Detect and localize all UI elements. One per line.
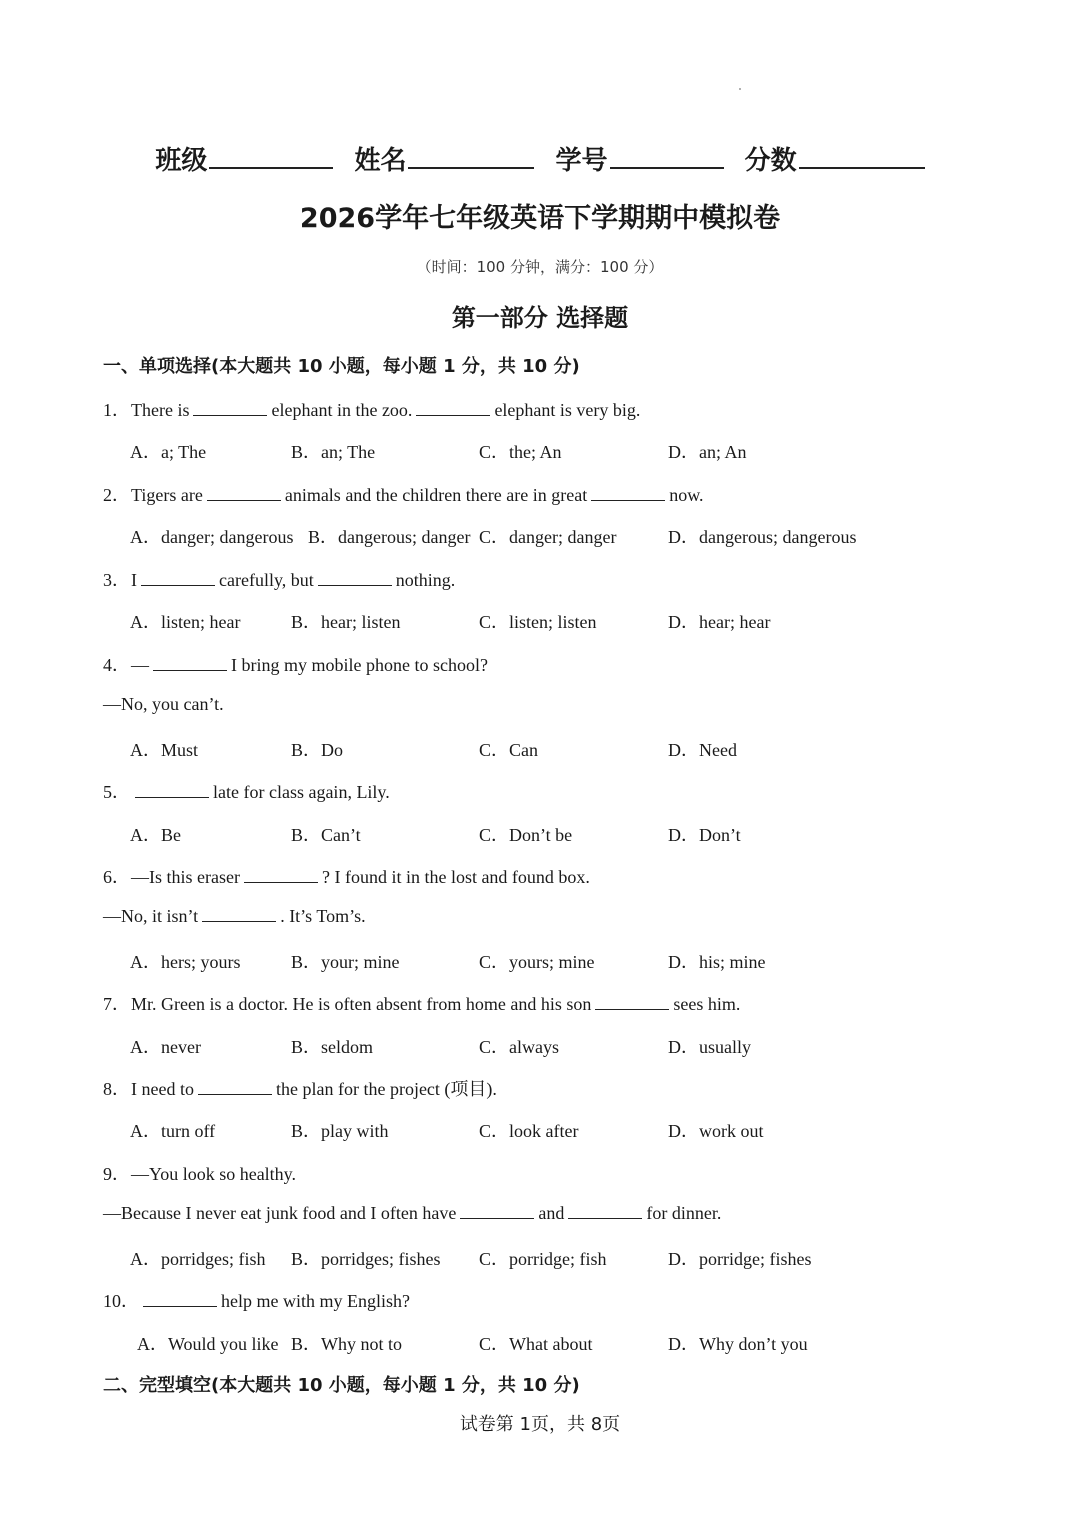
question-6-options bbox=[0, 948, 1080, 972]
option-c[interactable]: C．look after bbox=[479, 1121, 579, 1141]
option-c[interactable]: C．yours; mine bbox=[479, 952, 595, 972]
option-a[interactable]: A．turn off bbox=[130, 1121, 216, 1141]
option-d[interactable]: D．dangerous; dangerous bbox=[668, 527, 857, 547]
page-footer: 试卷第 1页，共 8页 bbox=[459, 1414, 621, 1435]
option-a[interactable]: A．Be bbox=[130, 825, 181, 845]
answer-blank bbox=[591, 484, 665, 501]
option-c[interactable]: C．danger; danger bbox=[479, 527, 617, 547]
option-b[interactable]: B．Why not to bbox=[291, 1334, 402, 1354]
option-a[interactable]: A．Must bbox=[130, 740, 199, 760]
option-a[interactable]: A．porridges; fish bbox=[130, 1249, 266, 1269]
question-8-options bbox=[0, 1117, 1080, 1141]
part-title: 第一部分 选择题 bbox=[451, 304, 629, 332]
score-blank[interactable] bbox=[799, 141, 925, 169]
option-a[interactable]: A．hers; yours bbox=[130, 952, 241, 972]
option-b[interactable]: B．seldom bbox=[291, 1037, 374, 1057]
answer-blank bbox=[202, 905, 276, 922]
answer-blank bbox=[207, 484, 281, 501]
answer-blank bbox=[153, 654, 227, 671]
question-5-options bbox=[0, 821, 1080, 845]
option-a[interactable]: A．never bbox=[130, 1037, 201, 1057]
question-9: 9．—You look so healthy. bbox=[103, 1164, 297, 1184]
answer-blank bbox=[416, 399, 490, 416]
question-3: 3．I carefully, but nothing. bbox=[103, 570, 456, 590]
class-field[interactable]: 班级 bbox=[155, 140, 333, 177]
option-b[interactable]: B．your; mine bbox=[291, 952, 400, 972]
name-field[interactable]: 姓名 bbox=[354, 140, 534, 177]
option-d[interactable]: D．work out bbox=[668, 1121, 764, 1141]
question-4-options bbox=[0, 736, 1080, 760]
section-2-heading: 二、完型填空(本大题共 10 小题，每小题 1 分，共 10 分) bbox=[103, 1375, 580, 1396]
option-c[interactable]: C．Can bbox=[479, 740, 539, 760]
question-10-options bbox=[0, 1330, 1080, 1354]
question-3-options bbox=[0, 608, 1080, 632]
question-4: 4．— I bring my mobile phone to school? bbox=[103, 655, 488, 675]
option-a[interactable]: A．danger; dangerous bbox=[130, 527, 294, 547]
option-d[interactable]: D．Need bbox=[668, 740, 737, 760]
question-6: 6．—Is this eraser ? I found it in the lost and found box. bbox=[103, 867, 590, 887]
option-d[interactable]: D．usually bbox=[668, 1037, 751, 1057]
answer-blank bbox=[193, 399, 267, 416]
option-c[interactable]: C．the; An bbox=[479, 442, 562, 462]
exam-subtitle: （时间：100 分钟，满分：100 分） bbox=[416, 258, 664, 276]
answer-blank bbox=[141, 569, 215, 586]
question-7: 7．Mr. Green is a doctor. He is often absent from home and his son sees him. bbox=[103, 994, 741, 1014]
option-b[interactable]: B．hear; listen bbox=[291, 612, 401, 632]
question-2: 2．Tigers are animals and the children there are in great now. bbox=[103, 485, 704, 505]
option-a[interactable]: A．listen; hear bbox=[130, 612, 241, 632]
answer-blank bbox=[460, 1202, 534, 1219]
option-c[interactable]: C．porridge; fish bbox=[479, 1249, 607, 1269]
question-8: 8．I need to the plan for the project (项目). bbox=[103, 1079, 497, 1099]
section-1-heading: 一、单项选择(本大题共 10 小题，每小题 1 分，共 10 分) bbox=[103, 356, 580, 377]
option-d[interactable]: D．hear; hear bbox=[668, 612, 771, 632]
option-d[interactable]: D．Why don’t you bbox=[668, 1334, 808, 1354]
option-d[interactable]: D．an; An bbox=[668, 442, 747, 462]
answer-blank bbox=[568, 1202, 642, 1219]
answer-blank bbox=[318, 569, 392, 586]
option-d[interactable]: D．porridge; fishes bbox=[668, 1249, 812, 1269]
option-b[interactable]: B．dangerous; danger bbox=[308, 527, 471, 547]
option-c[interactable]: C．Don’t be bbox=[479, 825, 573, 845]
question-2-options bbox=[0, 523, 1080, 547]
answer-blank bbox=[198, 1078, 272, 1095]
option-c[interactable]: C．always bbox=[479, 1037, 559, 1057]
question-10: 10． help me with my English? bbox=[103, 1291, 410, 1311]
option-d[interactable]: D．his; mine bbox=[668, 952, 766, 972]
option-b[interactable]: B．porridges; fishes bbox=[291, 1249, 441, 1269]
name-blank[interactable] bbox=[408, 141, 534, 169]
score-field[interactable]: 分数 bbox=[745, 140, 925, 177]
question-6-reply: —No, it isn’t . It’s Tom’s. bbox=[103, 906, 366, 926]
question-1: 1．There is elephant in the zoo. elephant is very big. bbox=[103, 400, 641, 420]
exam-title: 2026学年七年级英语下学期期中模拟卷 bbox=[299, 203, 781, 234]
option-d[interactable]: D．Don’t bbox=[668, 825, 741, 845]
question-5: 5． late for class again, Lily. bbox=[103, 782, 390, 802]
option-a[interactable]: A．a; The bbox=[130, 442, 207, 462]
answer-blank bbox=[595, 993, 669, 1010]
answer-blank bbox=[244, 866, 318, 883]
option-c[interactable]: C．listen; listen bbox=[479, 612, 597, 632]
student-id-blank[interactable] bbox=[610, 141, 724, 169]
student-id-field[interactable]: 学号 bbox=[556, 140, 724, 177]
answer-blank bbox=[143, 1290, 217, 1307]
stray-dot bbox=[739, 88, 741, 90]
student-info-header bbox=[0, 140, 1080, 177]
question-9-options bbox=[0, 1245, 1080, 1269]
option-b[interactable]: B．play with bbox=[291, 1121, 389, 1141]
option-b[interactable]: B．an; The bbox=[291, 442, 376, 462]
option-b[interactable]: B．Do bbox=[291, 740, 344, 760]
question-9-reply: —Because I never eat junk food and I often have and for dinner. bbox=[103, 1203, 722, 1223]
option-a[interactable]: A．Would you like bbox=[137, 1334, 279, 1354]
question-7-options bbox=[0, 1033, 1080, 1057]
option-b[interactable]: B．Can’t bbox=[291, 825, 361, 845]
option-c[interactable]: C．What about bbox=[479, 1334, 593, 1354]
question-4-reply: —No, you can’t. bbox=[103, 694, 224, 714]
answer-blank bbox=[135, 781, 209, 798]
question-1-options bbox=[0, 438, 1080, 462]
class-blank[interactable] bbox=[209, 141, 333, 169]
